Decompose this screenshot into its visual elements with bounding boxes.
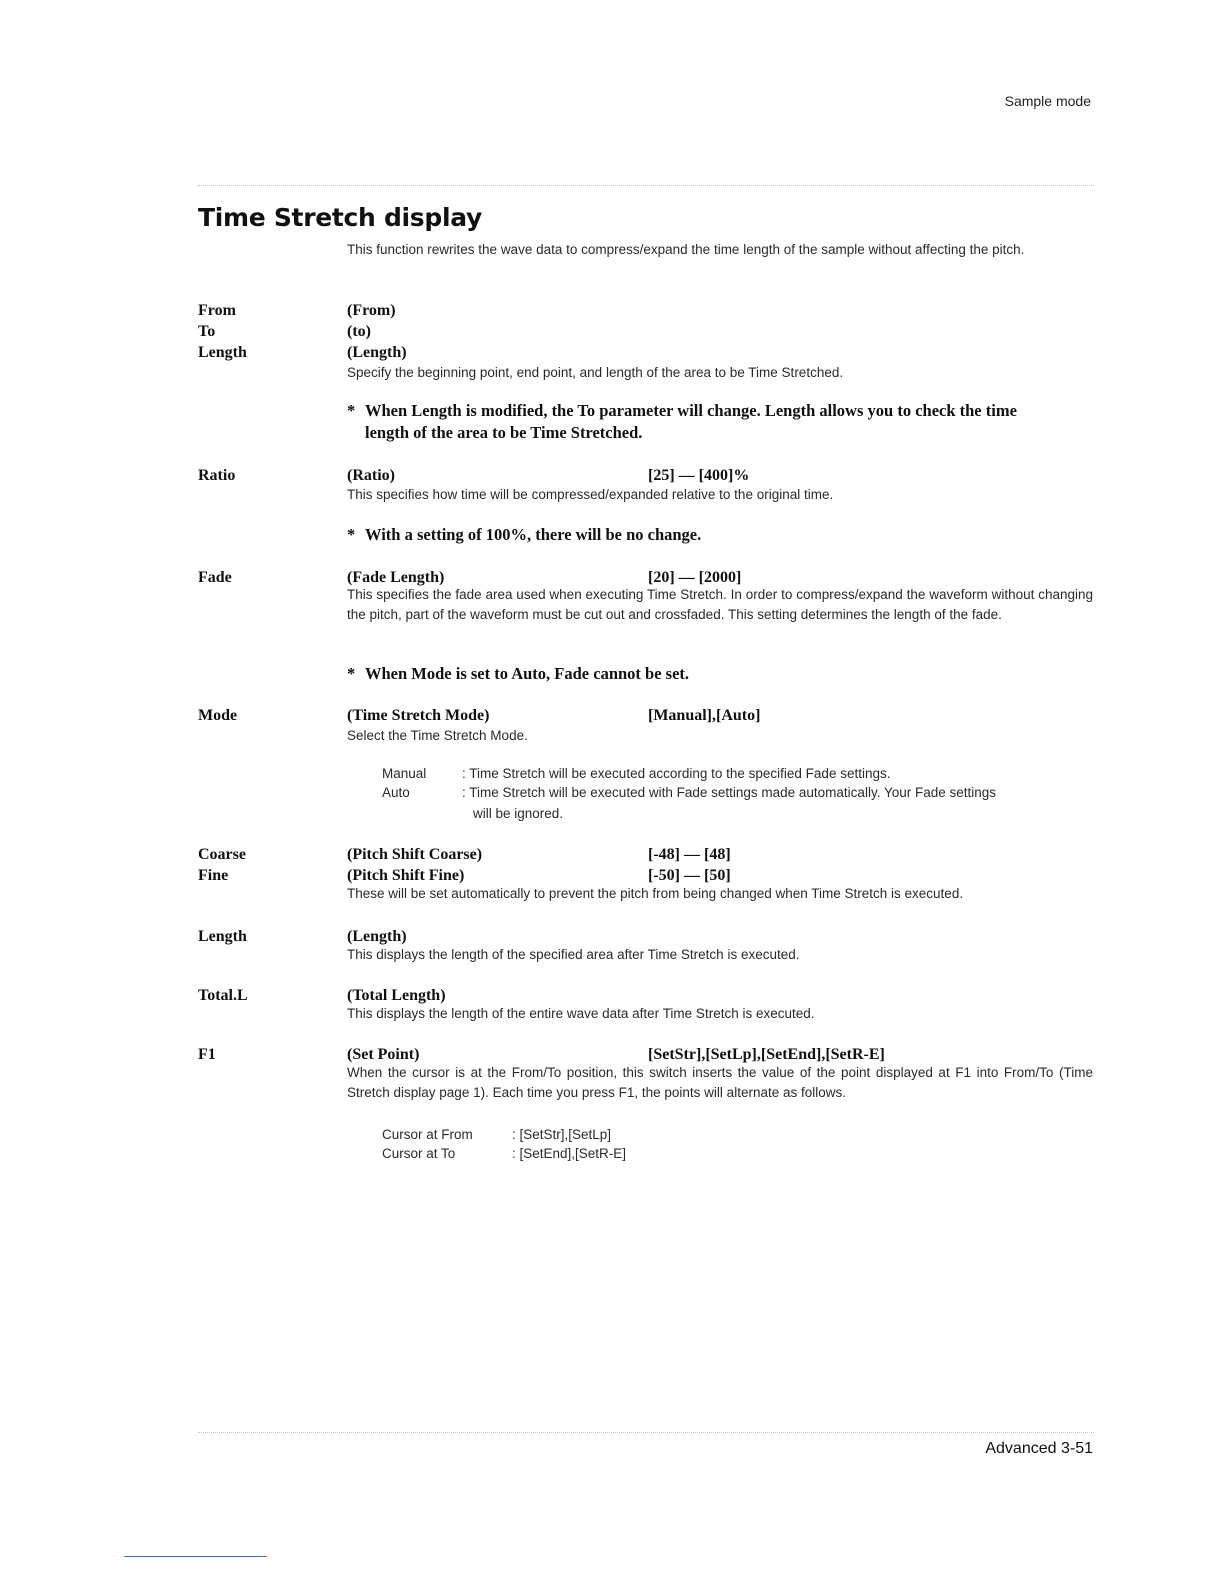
page-number: Advanced 3-51 <box>985 1440 1093 1457</box>
label-to: To <box>198 323 216 340</box>
top-rule <box>198 185 1094 186</box>
range-ratio: [25] — [400]% <box>648 467 750 484</box>
label-from: From <box>198 302 236 319</box>
label-coarse: Coarse <box>198 846 246 863</box>
label-length2: Length <box>198 928 247 945</box>
bottom-rule <box>198 1432 1094 1433</box>
f1-option-from-text: : [SetStr],[SetLp] <box>512 1127 612 1142</box>
page-title: Time Stretch display <box>198 203 483 232</box>
param-coarse: (Pitch Shift Coarse) <box>347 846 483 863</box>
from-note: * When Length is modified, the To parameter will change. Length allows you to check the time length of the area to be Time Stretched. <box>347 400 1093 444</box>
ratio-note-text: With a setting of 100%, there will be no change. <box>365 525 702 544</box>
range-mode: [Manual],[Auto] <box>648 707 761 724</box>
param-fine: (Pitch Shift Fine) <box>347 867 465 884</box>
param-mode: (Time Stretch Mode) <box>347 707 490 724</box>
param-total: (Total Length) <box>347 987 446 1004</box>
bottom-blue-line <box>124 1556 267 1557</box>
mode-option-manual-text: : Time Stretch will be executed according to the specified Fade settings. <box>462 766 891 781</box>
range-f1: [SetStr],[SetLp],[SetEnd],[SetR-E] <box>648 1046 885 1063</box>
label-mode: Mode <box>198 707 238 724</box>
ratio-note: * With a setting of 100%, there will be no change. <box>347 525 702 544</box>
intro-text: This function rewrites the wave data to compress/expand the time length of the sample without affecting the pitch. <box>347 242 1025 257</box>
f1-option-to-text: : [SetEnd],[SetR-E] <box>512 1146 627 1161</box>
param-ratio: (Ratio) <box>347 467 395 484</box>
fade-note-text: When Mode is set to Auto, Fade cannot be set. <box>365 664 690 683</box>
range-fine: [-50] — [50] <box>648 867 731 884</box>
mode-option-auto-text2: will be ignored. <box>473 806 564 821</box>
label-fine: Fine <box>198 867 229 884</box>
mode-desc: Select the Time Stretch Mode. <box>347 728 528 743</box>
section-header: Sample mode <box>1004 93 1091 109</box>
param-fade: (Fade Length) <box>347 569 445 586</box>
label-ratio: Ratio <box>198 467 236 484</box>
label-f1: F1 <box>198 1046 216 1063</box>
param-to: (to) <box>347 323 371 340</box>
f1-option-to: Cursor at To <box>382 1146 456 1161</box>
mode-option-auto: Auto <box>382 785 410 800</box>
fade-note: * When Mode is set to Auto, Fade cannot be set. <box>347 664 690 683</box>
label-total: Total.L <box>198 987 248 1004</box>
from-note-line1: When Length is modified, the To parameter will change. Length allows you to check the time <box>365 401 1017 420</box>
total-desc: This displays the length of the entire wave data after Time Stretch is executed. <box>347 1006 815 1021</box>
f1-option-from: Cursor at From <box>382 1127 473 1142</box>
pitch-desc: These will be set automatically to prevent the pitch from being changed when Time Stretch is executed. <box>347 886 964 901</box>
label-length: Length <box>198 344 247 361</box>
range-coarse: [-48] — [48] <box>648 846 731 863</box>
param-length2: (Length) <box>347 928 407 945</box>
ratio-desc: This specifies how time will be compressed/expanded relative to the original time. <box>347 487 834 502</box>
range-fade: [20] — [2000] <box>648 569 742 586</box>
from-desc: Specify the beginning point, end point, and length of the area to be Time Stretched. <box>347 365 844 380</box>
fade-desc: This specifies the fade area used when executing Time Stretch. In order to compress/expand the waveform without changing the pitch, part of the waveform must be cut out and crossfaded. This setting determines the length of the fade. <box>347 587 1093 622</box>
param-from: (From) <box>347 302 396 319</box>
param-f1: (Set Point) <box>347 1046 420 1063</box>
from-note-line2: length of the area to be Time Stretched. <box>365 423 643 442</box>
f1-desc: When the cursor is at the From/To position, this switch inserts the value of the point displayed at F1 into From/To (Time Stretch display page 1). Each time you press F1, the points will alternate as follows. <box>347 1065 1093 1100</box>
length2-desc: This displays the length of the specified area after Time Stretch is executed. <box>347 947 800 962</box>
param-length: (Length) <box>347 344 407 361</box>
mode-option-auto-text: : Time Stretch will be executed with Fade settings made automatically. Your Fade settings <box>462 785 997 800</box>
label-fade: Fade <box>198 569 232 586</box>
mode-option-manual: Manual <box>382 766 427 781</box>
